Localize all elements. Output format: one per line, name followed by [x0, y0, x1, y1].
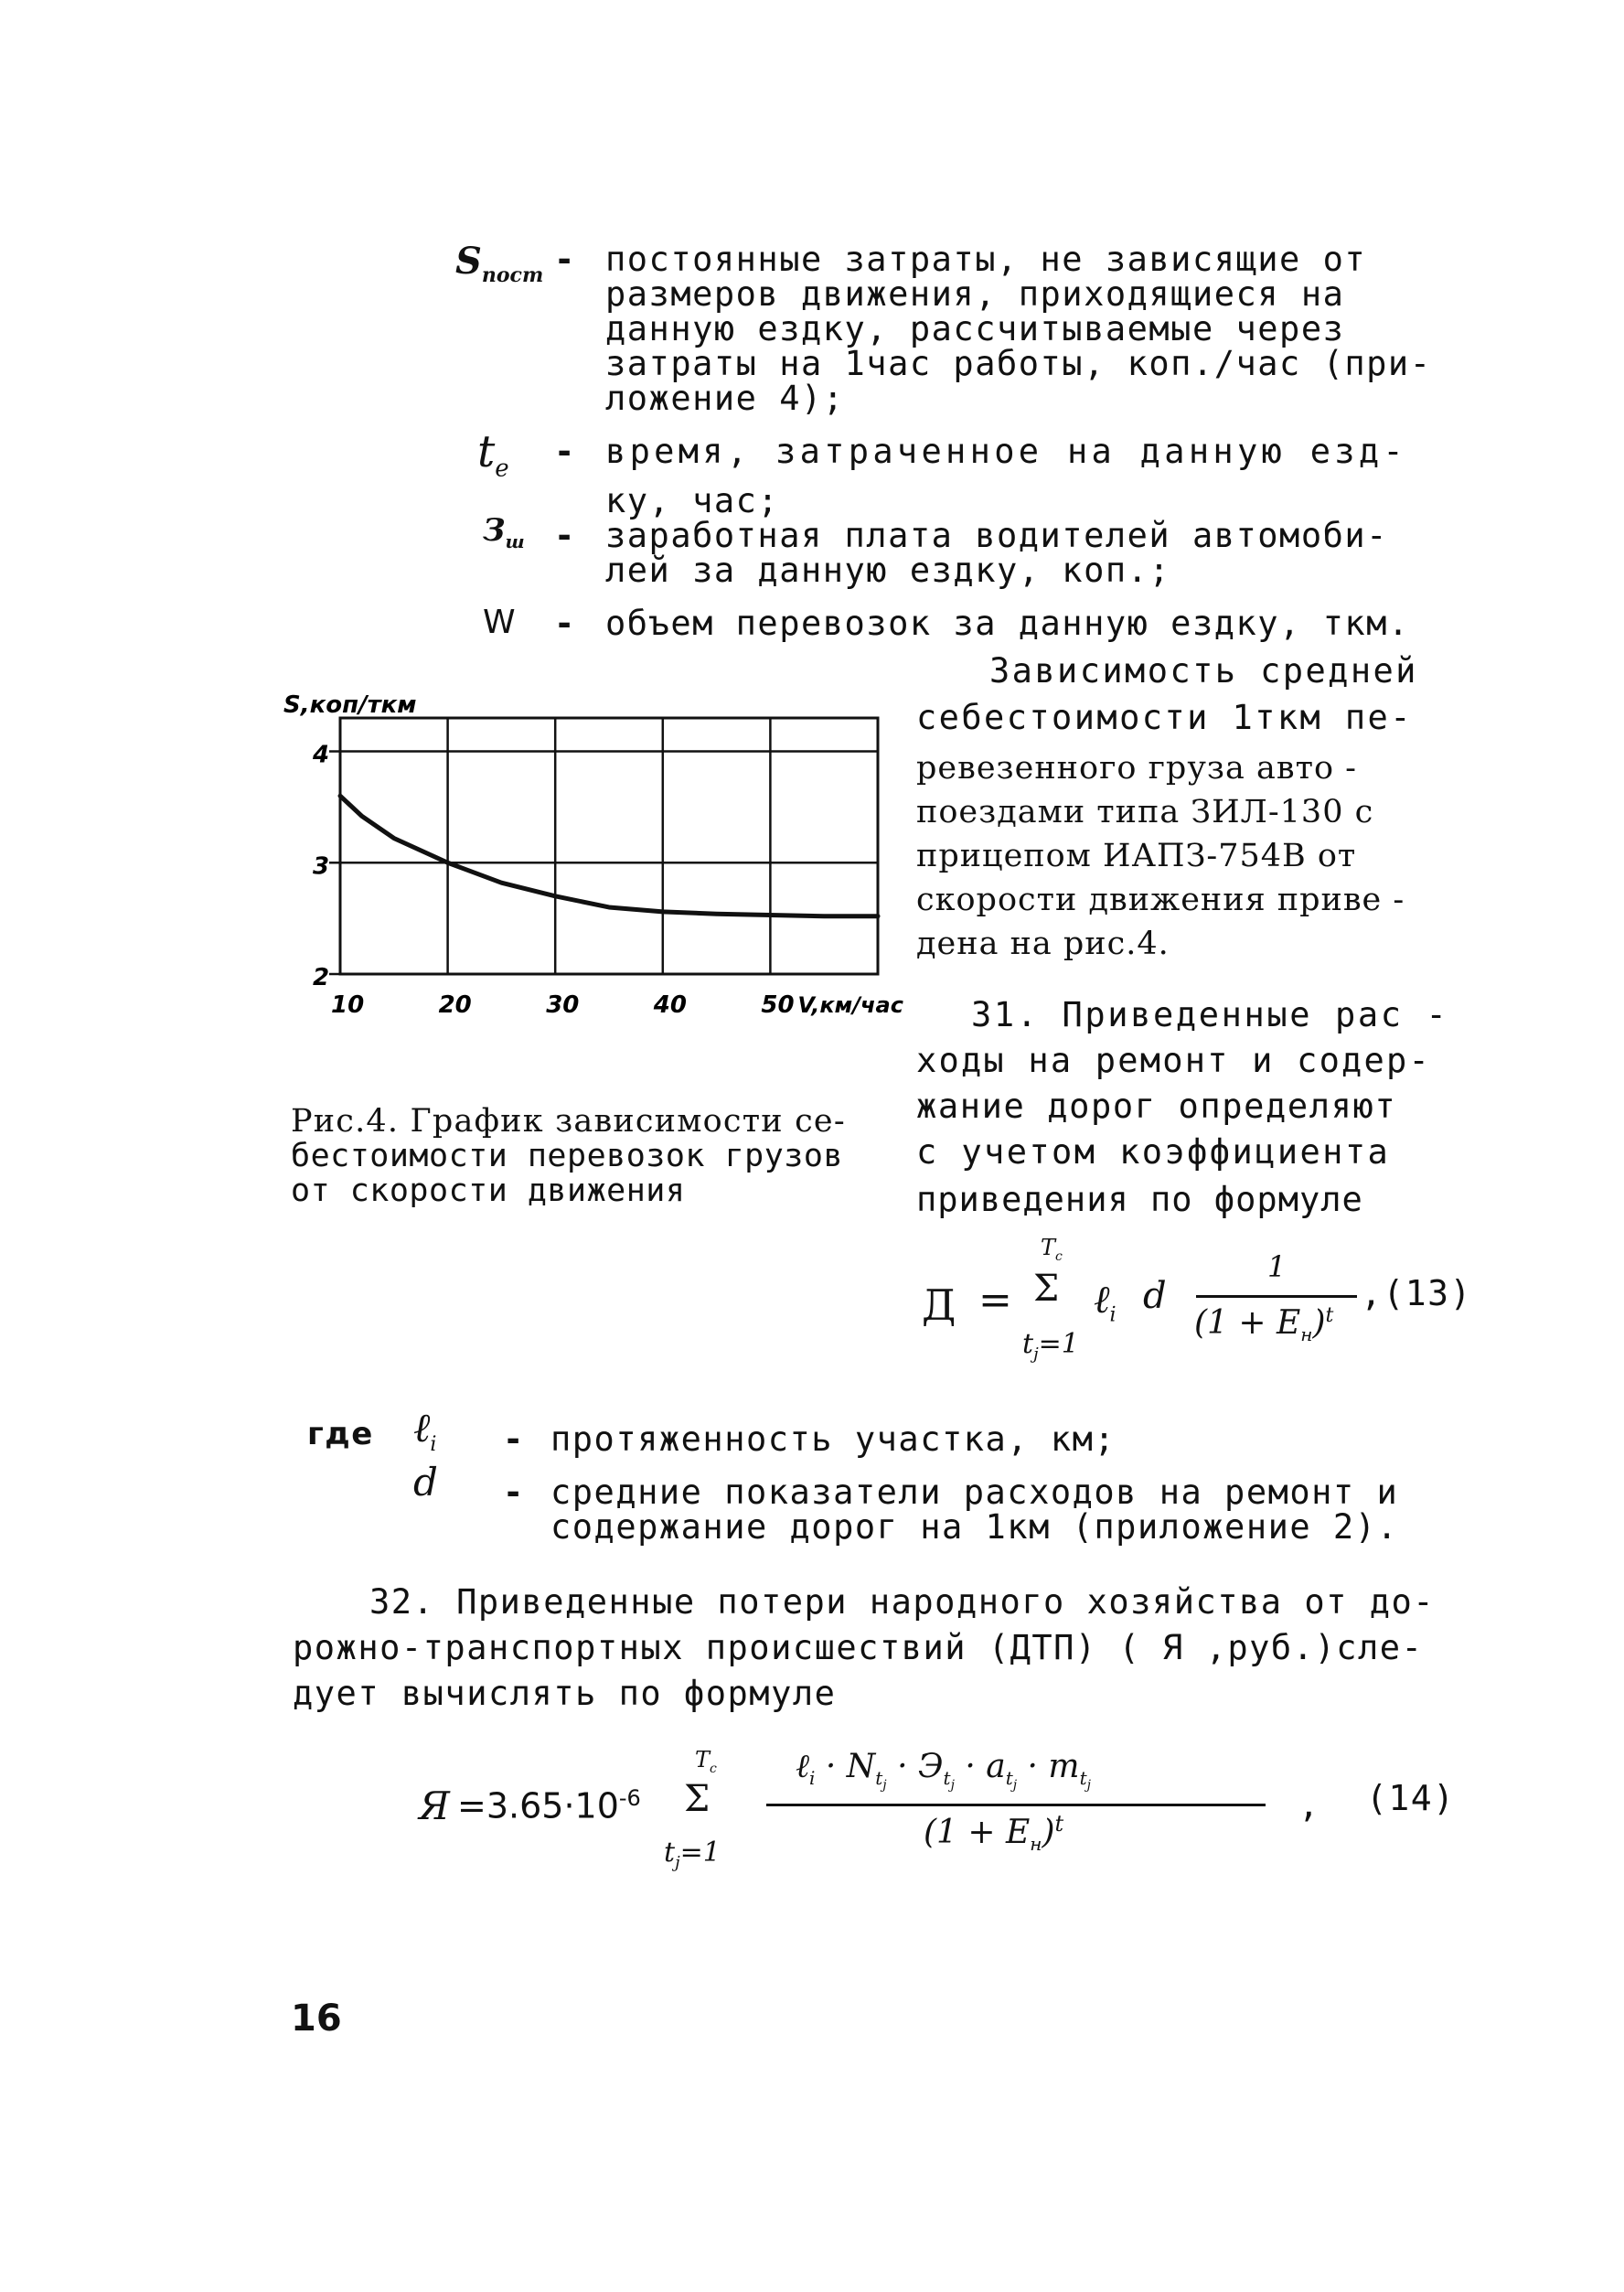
fraction-numerator: 1 — [1267, 1249, 1287, 1284]
where-text: содержание дорог на 1км (приложение 2). — [550, 1507, 1399, 1547]
x-tick-label: 40 — [653, 991, 687, 1019]
coefficient: $=3.65\cdot 10^{-6}$ — [457, 1785, 641, 1826]
page-number: 16 — [291, 1997, 342, 2040]
text-line: себестоимости 1ткм пе- — [916, 698, 1413, 737]
dash: - — [554, 516, 576, 555]
symbol-w: W — [483, 604, 516, 641]
comma: , — [1298, 1785, 1320, 1825]
text-line: ходы на ремонт и содер- — [916, 1041, 1431, 1080]
text-line: скорости движения приве - — [916, 882, 1405, 918]
text-line: поездами типа ЗИЛ-130 с — [916, 794, 1374, 830]
equals-sign: = — [978, 1277, 1012, 1323]
definition-text: постоянные затраты, не зависящие от — [605, 240, 1367, 279]
definition-text: заработная плата водителей автомоби- — [605, 516, 1388, 555]
definition-text: время, затраченное на данную езд- — [605, 432, 1408, 471]
text-line: жание дорог определяют — [916, 1087, 1397, 1126]
formula-lhs: Я — [419, 1783, 450, 1828]
x-tick-label: 50 — [761, 991, 795, 1019]
symbol-s-post: $S_{пост}$ — [455, 240, 544, 287]
caption-line: бестоимости перевозок грузов — [291, 1138, 844, 1174]
x-tick-label: 20 — [438, 991, 472, 1019]
text-line: дена на рис.4. — [916, 926, 1170, 962]
series-line — [340, 796, 878, 916]
plot-frame — [340, 718, 878, 974]
y-axis-label: S,коп/ткм — [283, 691, 417, 719]
formula-lhs: Д — [922, 1280, 956, 1330]
dash: - — [503, 1473, 525, 1512]
y-tick-label: 3 — [313, 852, 330, 881]
x-axis-label: V,км/час — [797, 992, 903, 1018]
y-tick-label: 2 — [313, 964, 330, 991]
where-text: протяженность участка, км; — [550, 1419, 1116, 1459]
text-line: рожно-транспортных происшествий (ДТП) ( Я ,руб.)сле- — [293, 1628, 1424, 1667]
dash: - — [554, 240, 576, 279]
definition-text: ложение 4); — [605, 379, 845, 418]
sum-upper-limit: $T_c$ — [695, 1747, 717, 1776]
text-line: Зависимость средней — [989, 651, 1418, 691]
x-tick-label: 30 — [546, 991, 580, 1019]
definition-text: размеров движения, приходящиеся на — [605, 274, 1345, 314]
equation-number: (14) — [1366, 1778, 1456, 1818]
text-line: 31. Приведенные рас - — [971, 995, 1449, 1034]
equation-number: ,(13) — [1361, 1273, 1472, 1313]
caption-line: Рис.4. График зависимости се- — [291, 1103, 846, 1140]
symbol-z-sh: $З_ш$ — [483, 512, 525, 552]
caption-line: от скорости движения — [291, 1173, 686, 1209]
definition-text: объем перевозок за данную ездку, ткм. — [605, 604, 1410, 643]
dash: - — [554, 604, 576, 643]
text-line: дует вычислять по формуле — [293, 1674, 837, 1713]
text-line: с учетом коэффициента — [916, 1132, 1391, 1172]
sum-lower-limit: $t_j=1$ — [1022, 1328, 1079, 1364]
definition-text: данную ездку, рассчитываемые через — [605, 309, 1345, 348]
definition-text: ку, час; — [605, 481, 780, 520]
fraction-denominator: $(1 + E_н)^t$ — [924, 1811, 1064, 1856]
text-line: 32. Приведенные потери народного хозяйства от до- — [369, 1582, 1436, 1622]
text-line: прицепом ИАПЗ-754В от — [916, 838, 1357, 874]
where-text: средние показатели расходов на ремонт и — [550, 1473, 1399, 1512]
symbol-d: d — [1143, 1275, 1167, 1317]
y-tick-label: 4 — [313, 741, 330, 769]
fraction-denominator: $(1 + E_н)^t$ — [1194, 1304, 1334, 1346]
symbol-t-e: $t_e$ — [477, 426, 509, 483]
definition-text: лей за данную ездку, коп.; — [605, 551, 1171, 590]
chart — [274, 681, 933, 1029]
text-line: приведения по формуле — [916, 1180, 1363, 1219]
sum-lower-limit: $t_j=1$ — [664, 1837, 721, 1872]
x-tick-label: 10 — [331, 991, 365, 1019]
where-label: где — [307, 1416, 374, 1452]
sum-upper-limit: $T_c$ — [1041, 1235, 1063, 1264]
dash: - — [554, 432, 576, 471]
dash: - — [503, 1419, 525, 1459]
fraction-line — [766, 1804, 1266, 1806]
symbol-l: ℓ$_i$ — [1094, 1277, 1116, 1327]
sum-sign: Σ — [1033, 1268, 1060, 1310]
sum-sign: Σ — [684, 1778, 710, 1820]
definition-text: затраты на 1час работы, коп./час (при- — [605, 344, 1432, 383]
fraction-numerator: ℓ$_i$ · $N_{t_j} \cdot Э_{t_j} \cdot a_{t_j} \cdot m_{t_j}$ — [796, 1748, 1091, 1794]
fraction-line — [1196, 1295, 1357, 1298]
symbol-d: d — [413, 1460, 438, 1505]
symbol-l: ℓ$_i$ — [413, 1405, 437, 1456]
text-line: ревезенного груза авто - — [916, 750, 1357, 787]
